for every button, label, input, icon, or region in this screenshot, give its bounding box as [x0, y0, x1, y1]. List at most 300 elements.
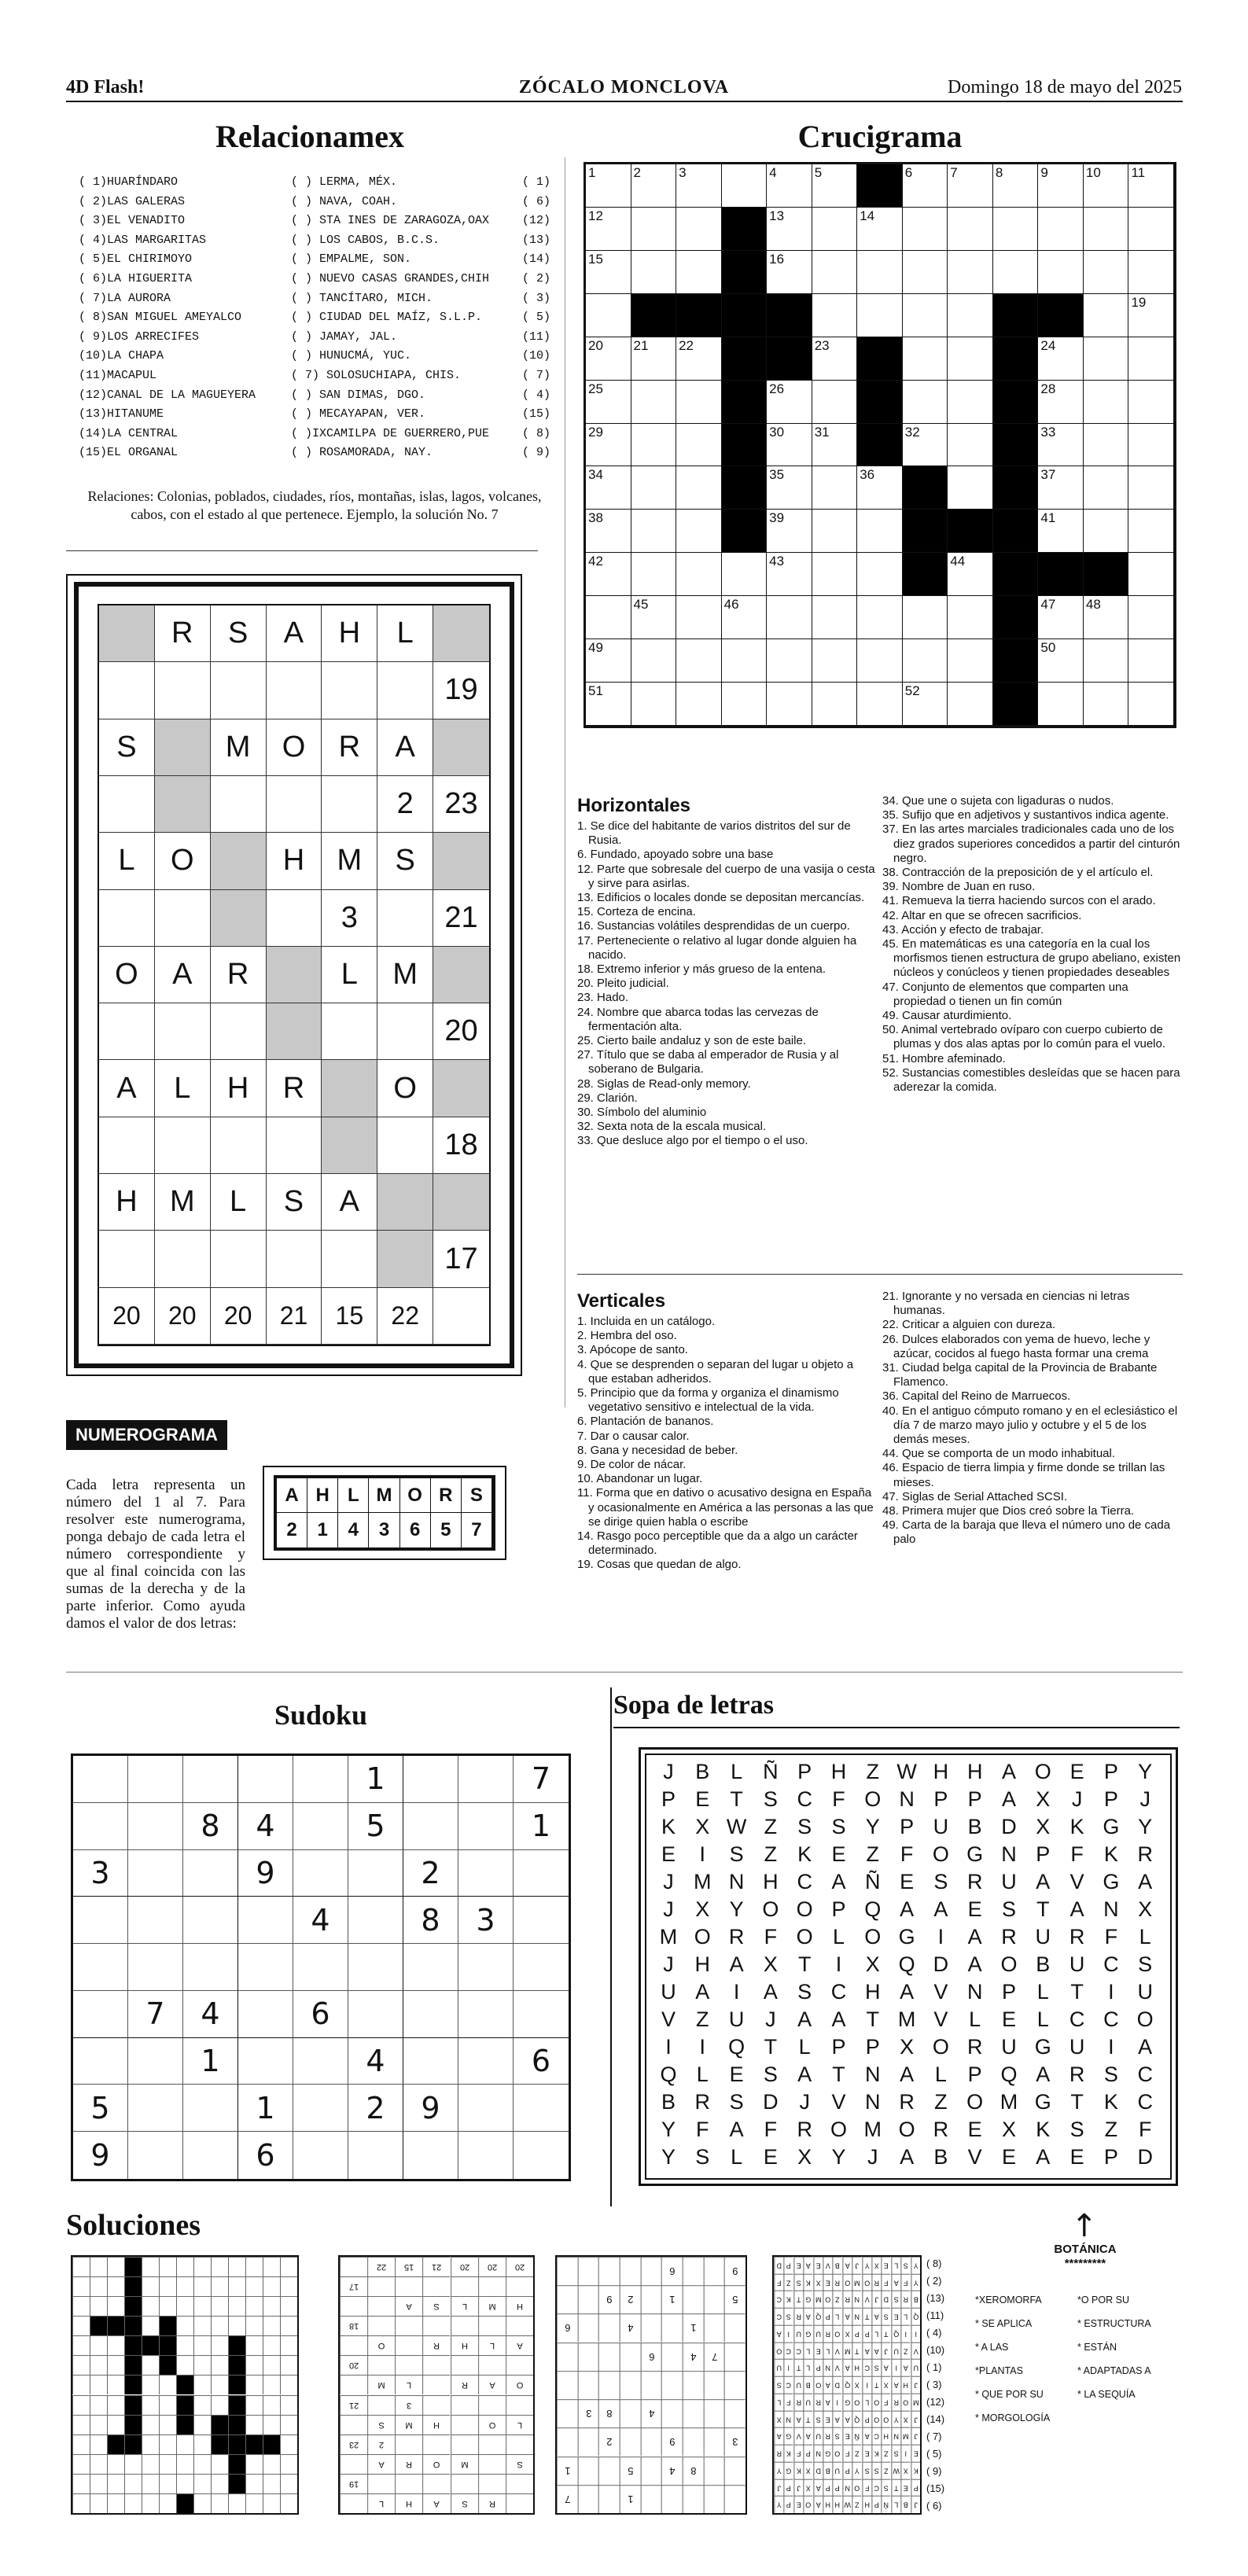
letter-cell[interactable]: A — [763, 1980, 778, 2004]
crossword-cell[interactable] — [767, 639, 812, 683]
crossword-cell[interactable] — [1038, 337, 1084, 381]
letter-cell[interactable]: Ñ — [865, 1870, 881, 1893]
letter-cell[interactable]: J — [765, 2007, 776, 2031]
letter-cell[interactable]: S — [1001, 1897, 1016, 1921]
letter-cell[interactable]: E — [661, 1842, 676, 1866]
crossword-cell[interactable] — [812, 510, 858, 553]
crossword-cell[interactable] — [1128, 294, 1174, 337]
letter-cell[interactable]: J — [663, 1870, 674, 1893]
crossword-cell[interactable] — [722, 596, 768, 639]
letter-cell[interactable]: R — [694, 2090, 711, 2114]
numbers-cell[interactable]: H — [211, 1060, 267, 1117]
letter-cell[interactable]: A — [1001, 1787, 1016, 1811]
crossword-cell[interactable] — [948, 639, 993, 683]
letter-cell[interactable]: X — [695, 1897, 710, 1921]
letter-cell[interactable]: O — [830, 2118, 847, 2141]
numbers-cell[interactable]: M — [211, 719, 267, 776]
numbers-cell[interactable] — [267, 662, 322, 719]
letter-cell[interactable]: O — [864, 1925, 882, 1949]
numbers-cell[interactable] — [99, 1003, 155, 1060]
crossword-cell[interactable] — [1038, 381, 1084, 424]
crossword-cell[interactable] — [631, 337, 677, 381]
letter-cell[interactable]: A — [1036, 2145, 1051, 2169]
letter-cell[interactable]: G — [1034, 2035, 1051, 2059]
letter-cell[interactable]: M — [863, 2118, 882, 2141]
letter-cell[interactable]: Y — [729, 1897, 744, 1921]
letter-cell[interactable]: Y — [661, 2145, 676, 2169]
numbers-cell[interactable]: O — [155, 833, 211, 889]
sudoku-cell[interactable] — [73, 1991, 128, 2038]
letter-cell[interactable]: J — [867, 2145, 878, 2169]
crossword-cell[interactable] — [903, 683, 948, 726]
sudoku-cell[interactable] — [128, 2038, 183, 2085]
numbers-cell[interactable] — [322, 776, 377, 833]
sudoku-cell[interactable] — [348, 1850, 403, 1897]
letter-cell[interactable]: R — [1001, 1925, 1017, 1949]
sudoku-cell[interactable] — [458, 2038, 514, 2085]
crossword-cell[interactable] — [993, 164, 1039, 208]
sudoku-cell[interactable]: 9 — [403, 2085, 458, 2132]
crossword-cell[interactable] — [812, 294, 858, 337]
crossword-cell[interactable] — [1128, 553, 1174, 596]
crossword-cell[interactable] — [857, 208, 903, 251]
letter-cell[interactable]: G — [1034, 2090, 1051, 2114]
letter-cell[interactable]: M — [897, 2007, 916, 2031]
crossword-cell[interactable] — [903, 337, 948, 381]
crossword-cell[interactable] — [631, 251, 677, 294]
letter-cell[interactable]: M — [1000, 2090, 1018, 2114]
letter-cell[interactable]: T — [797, 1952, 812, 1976]
numbers-cell[interactable]: H — [99, 1174, 155, 1231]
letter-cell[interactable]: Q — [898, 1952, 915, 1976]
letter-cell[interactable]: X — [1138, 1897, 1153, 1921]
letter-cell[interactable]: Z — [934, 2090, 948, 2114]
letter-cell[interactable]: B — [661, 2090, 676, 2114]
sudoku-cell[interactable] — [458, 1850, 514, 1897]
sudoku-cell[interactable] — [183, 2085, 238, 2132]
letter-cell[interactable]: Y — [865, 1815, 880, 1838]
sudoku-cell[interactable] — [293, 1756, 348, 1803]
sudoku-cell[interactable]: 4 — [238, 1803, 293, 1850]
sudoku-cell[interactable] — [458, 1803, 514, 1850]
crossword-cell[interactable] — [767, 251, 812, 294]
crossword-cell[interactable] — [857, 683, 903, 726]
crossword-cell[interactable] — [676, 251, 722, 294]
numbers-cell[interactable] — [267, 776, 322, 833]
sudoku-cell[interactable]: 5 — [73, 2085, 128, 2132]
crossword-cell[interactable] — [948, 208, 993, 251]
sudoku-cell[interactable] — [73, 1897, 128, 1944]
numbers-cell[interactable]: A — [155, 947, 211, 1003]
letter-cell[interactable]: L — [934, 2063, 947, 2086]
letter-cell[interactable]: P — [1036, 1842, 1051, 1866]
letter-cell[interactable]: X — [1036, 1787, 1051, 1811]
letter-cell[interactable]: Y — [1138, 1815, 1153, 1838]
letter-cell[interactable]: P — [933, 1787, 948, 1811]
letter-cell[interactable]: O — [966, 2090, 984, 2114]
letter-cell[interactable]: E — [1001, 2145, 1016, 2169]
letter-cell[interactable]: O — [796, 1925, 813, 1949]
letter-cell[interactable]: L — [1036, 1980, 1049, 2004]
letter-cell[interactable]: Q — [660, 2063, 677, 2086]
letter-cell[interactable]: R — [899, 2090, 915, 2114]
crossword-cell[interactable] — [1084, 294, 1129, 337]
crossword-cell[interactable] — [1084, 466, 1129, 510]
sudoku-cell[interactable] — [183, 1756, 238, 1803]
sudoku-cell[interactable]: 3 — [458, 1897, 514, 1944]
crossword-cell[interactable] — [903, 251, 948, 294]
letter-cell[interactable]: A — [1036, 1870, 1051, 1893]
sudoku-cell[interactable] — [128, 1897, 183, 1944]
sudoku-cell[interactable] — [183, 1850, 238, 1897]
crossword-cell[interactable] — [1128, 337, 1174, 381]
crossword-cell[interactable] — [812, 251, 858, 294]
letter-cell[interactable]: A — [967, 1952, 982, 1976]
sudoku-cell[interactable] — [128, 1850, 183, 1897]
letter-cell[interactable]: R — [1137, 1842, 1153, 1866]
numbers-cell[interactable] — [155, 662, 211, 719]
sudoku-cell[interactable] — [128, 1803, 183, 1850]
numbers-cell[interactable] — [377, 1174, 433, 1231]
letter-cell[interactable]: F — [900, 1842, 914, 1866]
sudoku-cell[interactable] — [458, 1991, 514, 2038]
numbers-cell[interactable] — [99, 662, 155, 719]
crossword-cell[interactable] — [767, 466, 812, 510]
sudoku-cell[interactable] — [403, 2132, 458, 2179]
letter-cell[interactable]: V — [933, 2007, 948, 2031]
numbers-cell[interactable] — [377, 890, 433, 947]
letter-cell[interactable]: O — [898, 2118, 915, 2141]
sudoku-cell[interactable] — [293, 2132, 348, 2179]
letter-cell[interactable]: I — [733, 1980, 740, 2004]
letter-cell[interactable]: P — [831, 1897, 846, 1921]
letter-cell[interactable]: O — [796, 1897, 813, 1921]
numbers-cell[interactable] — [99, 1231, 155, 1287]
crossword-cell[interactable] — [1038, 208, 1084, 251]
letter-cell[interactable]: H — [694, 1952, 711, 1976]
letter-cell[interactable]: E — [1069, 2145, 1084, 2169]
numbers-cell[interactable]: 22 — [377, 1288, 433, 1345]
sudoku-cell[interactable] — [514, 1897, 569, 1944]
numbers-cell[interactable]: L — [155, 1060, 211, 1117]
letter-cell[interactable]: N — [865, 2090, 881, 2114]
crossword-cell[interactable] — [1038, 510, 1084, 553]
crossword-cell[interactable] — [586, 337, 631, 381]
letter-cell[interactable]: E — [900, 1870, 915, 1893]
letter-cell[interactable]: W — [726, 1815, 747, 1838]
letter-cell[interactable]: U — [661, 1980, 676, 2004]
letter-cell[interactable]: S — [933, 1870, 948, 1893]
crossword-cell[interactable] — [586, 553, 631, 596]
crossword-cell[interactable] — [676, 337, 722, 381]
sudoku-cell[interactable] — [73, 2038, 128, 2085]
letter-cell[interactable]: E — [1069, 1760, 1084, 1783]
sudoku-cell[interactable] — [183, 2132, 238, 2179]
letter-cell[interactable]: O — [694, 1925, 711, 1949]
letter-cell[interactable]: S — [695, 2145, 710, 2169]
numbers-puzzle-grid[interactable] — [98, 604, 491, 1346]
crossword-cell[interactable] — [993, 251, 1039, 294]
sudoku-cell[interactable] — [514, 2132, 569, 2179]
crossword-cell[interactable] — [767, 208, 812, 251]
letter-cell[interactable]: P — [797, 1760, 812, 1783]
sudoku-cell[interactable] — [514, 1850, 569, 1897]
sudoku-cell[interactable]: 1 — [183, 2038, 238, 2085]
numbers-cell[interactable]: A — [99, 1060, 155, 1117]
sudoku-cell[interactable]: 2 — [403, 1850, 458, 1897]
numbers-cell[interactable]: 2 — [377, 776, 433, 833]
letter-cell[interactable]: V — [933, 1980, 948, 2004]
crossword-cell[interactable] — [767, 596, 812, 639]
crossword-cell[interactable] — [676, 424, 722, 467]
crossword-cell[interactable] — [631, 683, 677, 726]
crossword-cell[interactable] — [586, 208, 631, 251]
crossword-cell[interactable] — [767, 381, 812, 424]
crossword-cell[interactable] — [631, 164, 677, 208]
sudoku-cell[interactable]: 9 — [238, 1850, 293, 1897]
crossword-cell[interactable] — [812, 466, 858, 510]
crossword-cell[interactable] — [812, 381, 858, 424]
crossword-cell[interactable] — [586, 639, 631, 683]
sudoku-cell[interactable] — [514, 1944, 569, 1991]
crossword-cell[interactable] — [857, 553, 903, 596]
crossword-cell[interactable] — [903, 208, 948, 251]
numbers-cell[interactable]: H — [267, 833, 322, 889]
crossword-cell[interactable] — [722, 164, 768, 208]
sudoku-cell[interactable] — [403, 1944, 458, 1991]
crossword-cell[interactable] — [812, 683, 858, 726]
letter-cell[interactable]: A — [1001, 1760, 1016, 1783]
numbers-cell[interactable] — [322, 1117, 377, 1174]
letter-cell[interactable]: X — [797, 2145, 812, 2169]
sudoku-cell[interactable] — [128, 2132, 183, 2179]
letter-cell[interactable]: S — [1138, 1952, 1153, 1976]
letter-cell[interactable]: Z — [764, 1842, 778, 1866]
crossword-cell[interactable] — [1084, 337, 1129, 381]
crossword-cell[interactable] — [948, 424, 993, 467]
crossword-cell[interactable] — [586, 596, 631, 639]
letter-cell[interactable]: A — [900, 1980, 915, 2004]
letter-cell[interactable]: I — [1108, 2035, 1114, 2059]
letter-cell[interactable]: B — [695, 1760, 710, 1783]
letter-cell[interactable]: L — [1139, 1925, 1151, 1949]
letter-cell[interactable]: V — [967, 2145, 982, 2169]
numbers-cell[interactable] — [155, 890, 211, 947]
numbers-cell[interactable] — [211, 1003, 267, 1060]
crossword-cell[interactable] — [586, 510, 631, 553]
letter-cell[interactable]: O — [932, 2035, 949, 2059]
letter-cell[interactable]: J — [1071, 1787, 1083, 1811]
letter-cell[interactable]: G — [966, 1842, 984, 1866]
crossword-cell[interactable] — [586, 466, 631, 510]
crossword-cell[interactable] — [812, 596, 858, 639]
letter-cell[interactable]: A — [1138, 2035, 1153, 2059]
letter-cell[interactable]: Z — [764, 1815, 778, 1838]
numbers-cell[interactable]: 15 — [322, 1288, 377, 1345]
sudoku-cell[interactable]: 1 — [238, 2085, 293, 2132]
letter-cell[interactable]: O — [762, 1897, 779, 1921]
letter-cell[interactable]: J — [663, 1952, 674, 1976]
numbers-cell[interactable] — [377, 1117, 433, 1174]
crossword-cell[interactable] — [903, 164, 948, 208]
numbers-cell[interactable] — [377, 1003, 433, 1060]
letter-cell[interactable]: S — [1069, 2118, 1084, 2141]
sudoku-cell[interactable] — [238, 1897, 293, 1944]
crossword-cell[interactable] — [586, 381, 631, 424]
crossword-cell[interactable] — [586, 251, 631, 294]
letter-cell[interactable]: B — [933, 2145, 948, 2169]
letter-cell[interactable]: L — [832, 1925, 845, 1949]
letter-cell[interactable]: H — [966, 1760, 983, 1783]
crossword-cell[interactable] — [1084, 164, 1129, 208]
letter-cell[interactable]: A — [900, 2063, 915, 2086]
sudoku-cell[interactable] — [73, 1944, 128, 1991]
numbers-cell[interactable]: 21 — [433, 890, 489, 947]
sudoku-cell[interactable] — [238, 1991, 293, 2038]
letter-cell[interactable]: C — [797, 1787, 812, 1811]
numbers-cell[interactable]: S — [377, 833, 433, 889]
letter-cell[interactable]: X — [900, 2035, 915, 2059]
letter-cell[interactable]: C — [1103, 1952, 1119, 1976]
letter-cell[interactable]: F — [1104, 1925, 1118, 1949]
letter-cell[interactable]: O — [1000, 1952, 1018, 1976]
crossword-cell[interactable] — [586, 164, 631, 208]
letter-cell[interactable]: T — [1036, 1897, 1050, 1921]
sudoku-cell[interactable] — [293, 2038, 348, 2085]
letter-cell[interactable]: H — [830, 1760, 847, 1783]
sudoku-cell[interactable]: 9 — [73, 2132, 128, 2179]
letter-cell[interactable]: D — [1137, 2145, 1153, 2169]
numbers-cell[interactable] — [211, 1231, 267, 1287]
letter-cell[interactable]: A — [797, 2063, 812, 2086]
letter-cell[interactable]: K — [797, 1842, 812, 1866]
letter-cell[interactable]: L — [696, 2063, 709, 2086]
letter-cell[interactable]: P — [900, 1815, 915, 1838]
crossword-cell[interactable] — [1038, 639, 1084, 683]
crossword-cell[interactable] — [1038, 596, 1084, 639]
sudoku-cell[interactable] — [238, 1756, 293, 1803]
numbers-cell[interactable]: O — [377, 1060, 433, 1117]
numbers-cell[interactable]: A — [322, 1174, 377, 1231]
crossword-cell[interactable] — [1128, 164, 1174, 208]
letter-cell[interactable]: P — [967, 2063, 982, 2086]
crossword-cell[interactable] — [948, 164, 993, 208]
letter-cell[interactable]: E — [967, 1897, 982, 1921]
sudoku-cell[interactable] — [458, 2132, 514, 2179]
numbers-cell[interactable]: S — [99, 719, 155, 776]
sudoku-cell[interactable] — [403, 2038, 458, 2085]
letter-cell[interactable]: P — [1103, 2145, 1118, 2169]
letter-cell[interactable]: E — [695, 1787, 710, 1811]
letter-cell[interactable]: F — [764, 2118, 778, 2141]
crossword-cell[interactable] — [948, 294, 993, 337]
letter-cell[interactable]: N — [865, 2063, 881, 2086]
letter-cell[interactable]: R — [966, 1870, 983, 1893]
letter-cell[interactable]: U — [1069, 1952, 1085, 1976]
crossword-cell[interactable] — [948, 683, 993, 726]
crossword-cell[interactable] — [631, 553, 677, 596]
sudoku-cell[interactable] — [348, 1944, 403, 1991]
crossword-cell[interactable] — [1084, 596, 1129, 639]
sudoku-cell[interactable] — [293, 2085, 348, 2132]
crossword-cell[interactable] — [722, 553, 768, 596]
crossword-cell[interactable] — [948, 251, 993, 294]
letter-cell[interactable]: I — [665, 2035, 672, 2059]
letter-cell[interactable]: A — [695, 1980, 710, 2004]
sudoku-cell[interactable]: 6 — [514, 2038, 569, 2085]
numbers-cell[interactable]: 19 — [433, 662, 489, 719]
numbers-cell[interactable]: L — [211, 1174, 267, 1231]
letter-cell[interactable]: O — [1136, 2007, 1154, 2031]
numbers-cell[interactable]: L — [377, 605, 433, 662]
numbers-cell[interactable] — [155, 1231, 211, 1287]
crossword-cell[interactable] — [586, 424, 631, 467]
crossword-cell[interactable] — [767, 510, 812, 553]
crossword-cell[interactable] — [1038, 424, 1084, 467]
sudoku-cell[interactable] — [128, 1756, 183, 1803]
letter-cell[interactable]: M — [694, 1870, 712, 1893]
letter-cell[interactable]: A — [729, 1952, 744, 1976]
letter-cell[interactable]: P — [661, 1787, 676, 1811]
letter-cell[interactable]: Y — [661, 2118, 676, 2141]
crossword-cell[interactable] — [631, 510, 677, 553]
sudoku-cell[interactable]: 4 — [293, 1897, 348, 1944]
crossword-cell[interactable] — [676, 208, 722, 251]
letter-cell[interactable]: S — [1103, 2063, 1118, 2086]
crossword-cell[interactable] — [812, 424, 858, 467]
crossword-cell[interactable] — [857, 510, 903, 553]
letter-cell[interactable]: D — [763, 2090, 779, 2114]
crossword-cell[interactable] — [903, 381, 948, 424]
crossword-cell[interactable] — [948, 553, 993, 596]
crossword-cell[interactable] — [767, 683, 812, 726]
letter-cell[interactable]: A — [900, 1897, 915, 1921]
letter-cell[interactable]: A — [933, 1897, 948, 1921]
letter-cell[interactable]: H — [933, 1760, 949, 1783]
sudoku-cell[interactable]: 7 — [514, 1756, 569, 1803]
letter-cell[interactable]: I — [835, 1952, 842, 1976]
crossword-cell[interactable] — [857, 639, 903, 683]
numbers-cell[interactable] — [433, 605, 489, 662]
letter-cell[interactable]: Q — [1000, 2063, 1018, 2086]
letter-cell[interactable]: L — [1036, 2007, 1049, 2031]
sudoku-cell[interactable]: 2 — [348, 2085, 403, 2132]
numbers-cell[interactable] — [322, 1231, 377, 1287]
numbers-cell[interactable]: A — [377, 719, 433, 776]
letter-cell[interactable]: P — [831, 2035, 846, 2059]
letter-cell[interactable]: U — [1069, 2035, 1085, 2059]
crossword-cell[interactable] — [631, 208, 677, 251]
letter-cell[interactable]: I — [699, 2035, 706, 2059]
letter-cell[interactable]: A — [1069, 1897, 1084, 1921]
letter-cell[interactable]: Y — [831, 2145, 846, 2169]
sudoku-cell[interactable] — [238, 2038, 293, 2085]
letter-cell[interactable]: C — [797, 1870, 812, 1893]
crossword-cell[interactable] — [631, 639, 677, 683]
crossword-cell[interactable] — [857, 596, 903, 639]
letter-cell[interactable]: C — [1137, 2063, 1153, 2086]
letter-cell[interactable]: K — [1036, 2118, 1051, 2141]
crossword-cell[interactable] — [676, 639, 722, 683]
crossword-cell[interactable] — [948, 337, 993, 381]
word-search-grid[interactable] — [653, 1760, 1164, 2173]
crossword-cell[interactable] — [1128, 510, 1174, 553]
letter-cell[interactable]: S — [797, 1815, 812, 1838]
letter-cell[interactable]: Y — [1138, 1760, 1153, 1783]
numbers-cell[interactable] — [211, 662, 267, 719]
crossword-cell[interactable] — [812, 639, 858, 683]
letter-cell[interactable]: D — [933, 1952, 949, 1976]
